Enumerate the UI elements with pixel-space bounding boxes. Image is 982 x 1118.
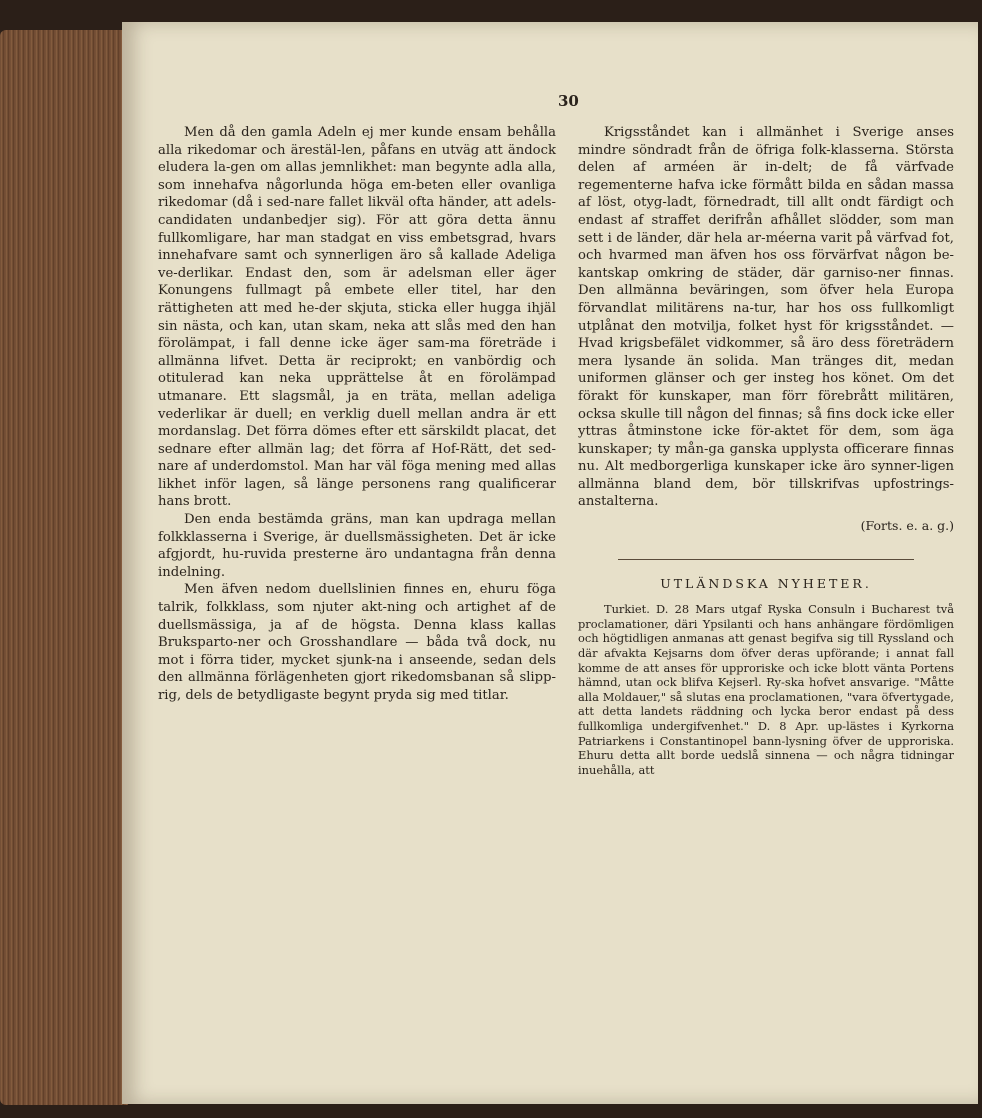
document-page <box>122 22 978 1104</box>
paragraph-merchants: Men äfven nedom duellslinien finnes en, ehuru föga talrik, folkklass, som njuter akt-ning och artighet af de duellsmässiga, ja af de högsta. Denna klass kallas Bruksparto-ner och Grosshandlare — båda två dock, nu mot i förra tider, mycket sjunk-na i anseende, sedan dels den allmänna förlägenheten gjort rikedomsbanan så slipp-rig, dels de betydligaste begynt pryda sig med titlar. <box>158 582 556 703</box>
page-number: 30 <box>558 92 579 110</box>
paragraph-nobility: Men då den gamla Adeln ej mer kunde ensam behålla alla rikedomar och ärestäl-len, påfans en utväg att ändock eludera la-gen om allas jemnlikhet: man begynte adla alla, som innehafva någorlunda höga em-beten eller ovanliga rikedomar (då i sed-nare fallet likväl ofta händer, att adels-candidaten undanbedjer sig). För att göra detta ännu fullkomligare, har man stadgat en viss embetsgrad, hvars innehafvare samt och synnerligen äro så kallade Adeliga ve-derlikar. Endast den, som är adelsman eller äger Konungens fullmagt på embete eller titel, har den rättigheten att med he-der skjuta, sticka eller hugga ihjäl sin nästa, och kan, utan skam, neka att slås med den han förolämpat, i fall denne icke äger sam-ma företräde i allmänna lifvet. Detta är reciprokt; en vanbördig och otitulerad kan neka upprättelse åt en förolämpad utmanare. Ett slagsmål, ja en träta, mellan adeliga vederlikar är duell; en verklig duell mellan andra är ett mordanslag. Det förra dömes efter ett särskildt placat, det sednare efter allmän lag; det förra af Hof-Rätt, det sed-nare af underdomstol. Man har väl föga mening med allas likhet inför lagen, så länge personens rang qualificerar hans brott. <box>158 125 556 510</box>
section-heading-foreign-news: UTLÄNDSKA NYHETER. <box>578 575 954 593</box>
left-column <box>158 124 556 705</box>
paragraph-duel-boundary: Den enda bestämda gräns, man kan updraga mellan folkklasserna i Sverige, är duellsmässigheten. Det är icke afgjordt, hu-ruvida presterne äro undantagna från denna indelning. <box>158 512 556 580</box>
book-page-edges <box>0 30 128 1105</box>
news-article-turkey: Turkiet. D. 28 Mars utgaf Ryska Consuln i Bucharest två proclamationer, däri Ypsilanti och hans anhängare fördömligen och högtidligen anmanas att genast begifva sig till Ryssland och där afvakta Kejsarns dom öfver deras upförande; i annat fall komme de att anses för upproriske och icke blott vänta Portens hämnd, utan ock blifva Kejserl. Ry-ska hofvet ansvarige. "Måtte alla Moldauer," så slutas ena proclamationen, "vara öfvertygade, att detta landets räddning och lycka beror endast på dess fullkomliga undergifvenhet." D. 8 Apr. up-lästes i Kyrkorna Patriarkens i Constantinopel bann-lysning öfver de upproriska. Ehuru detta allt borde uedslå sinnena — och några tidningar inuehålla, att <box>578 602 954 777</box>
continuation-note: (Forts. e. a. g.) <box>860 518 954 534</box>
right-column <box>578 124 954 777</box>
paragraph-military: Krigsståndet kan i allmänhet i Sverige anses mindre söndradt från de öfriga folk-klasserna. Största delen af arméen är in-delt; de få värfvade regementerne hafva icke förmått bilda en sådan massa af löst, otyg-ladt, förnedradt, till allt ondt färdigt och endast af straffet derifrån afhållet slödder, som man sett i de länder, där hela ar-méerna varit på värfvad fot, och hvarmed man äfven hos oss förvärfvat någon be-kantskap omkring de städer, där garniso-ner finnas. Den allmänna beväringen, som öfver hela Europa förvandlat militärens na-tur, har hos oss fullkomligt utplånat den motvilja, folket hyst för krigsståndet. — Hvad krigsbefälet vidkommer, så äro dess företrädern mera lysande än solida. Man tränges dit, medan uniformen glänser och ger insteg hos könet. Om det förakt för kunskaper, man förr förebrått militären, ocksa skulle till någon del finnas; så fins dock icke eller yttras åtminstone icke för-aktet för dem, som äga kunskaper; ty mån-ga ganska upplysta officerare finnas nu. Alt medborgerliga kunskaper icke äro synner-ligen allmänna bland dem, bör tillskrifvas upfostrings-anstalterna. <box>578 125 954 510</box>
